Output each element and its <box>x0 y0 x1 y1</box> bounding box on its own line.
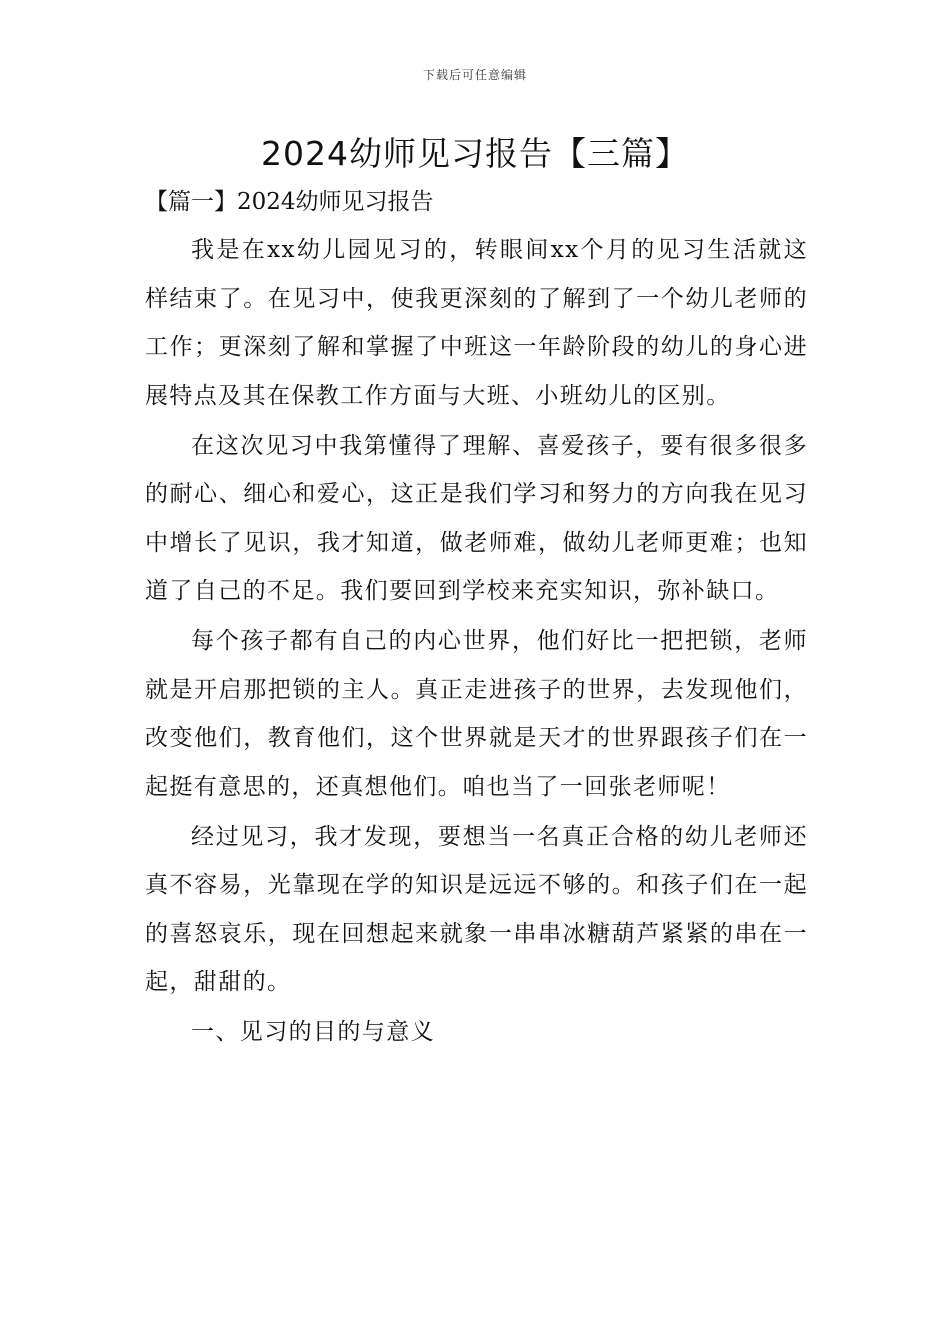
document-title: 2024幼师见习报告【三篇】 <box>261 134 689 173</box>
section-heading: 【篇一】2024幼师见习报告 <box>145 189 434 215</box>
subheading-purpose: 一、见习的目的与意义 <box>191 1019 435 1045</box>
paragraph-3: 每个孩子都有自己的内心世界，他们好比一把把锁，老师就是开启那把锁的主人。真正走进孩子的世界，去发现他们，改变他们，教育他们，这个世界就是天才的世界跟孩子们在一起挺有意思的，还真想他们。咱也当了一回张老师呢！ <box>145 628 808 800</box>
header-note: 下载后可任意编辑 <box>422 68 527 82</box>
paragraph-2: 在这次见习中我第懂得了理解、喜爱孩子，要有很多很多的耐心、细心和爱心，这正是我们学习和努力的方向我在见习中增长了见识，我才知道，做老师难，做幼儿老师更难；也知道了自己的不足。我们要回到学校来充实知识，弥补缺口。 <box>145 432 808 604</box>
body-text <box>145 226 808 1057</box>
paragraph-1: 我是在xx幼儿园见习的，转眼间xx个月的见习生活就这样结束了。在见习中，使我更深刻的了解到了一个幼儿老师的工作；更深刻了解和掌握了中班这一年龄阶段的幼儿的身心进展特点及其在保教工作方面与大班、小班幼儿的区别。 <box>145 237 808 409</box>
paragraph-4: 经过见习，我才发现，要想当一名真正合格的幼儿老师还真不容易，光靠现在学的知识是远远不够的。和孩子们在一起的喜怒哀乐，现在回想起来就象一串串冰糖葫芦紧紧的串在一起，甜甜的。 <box>145 823 808 995</box>
